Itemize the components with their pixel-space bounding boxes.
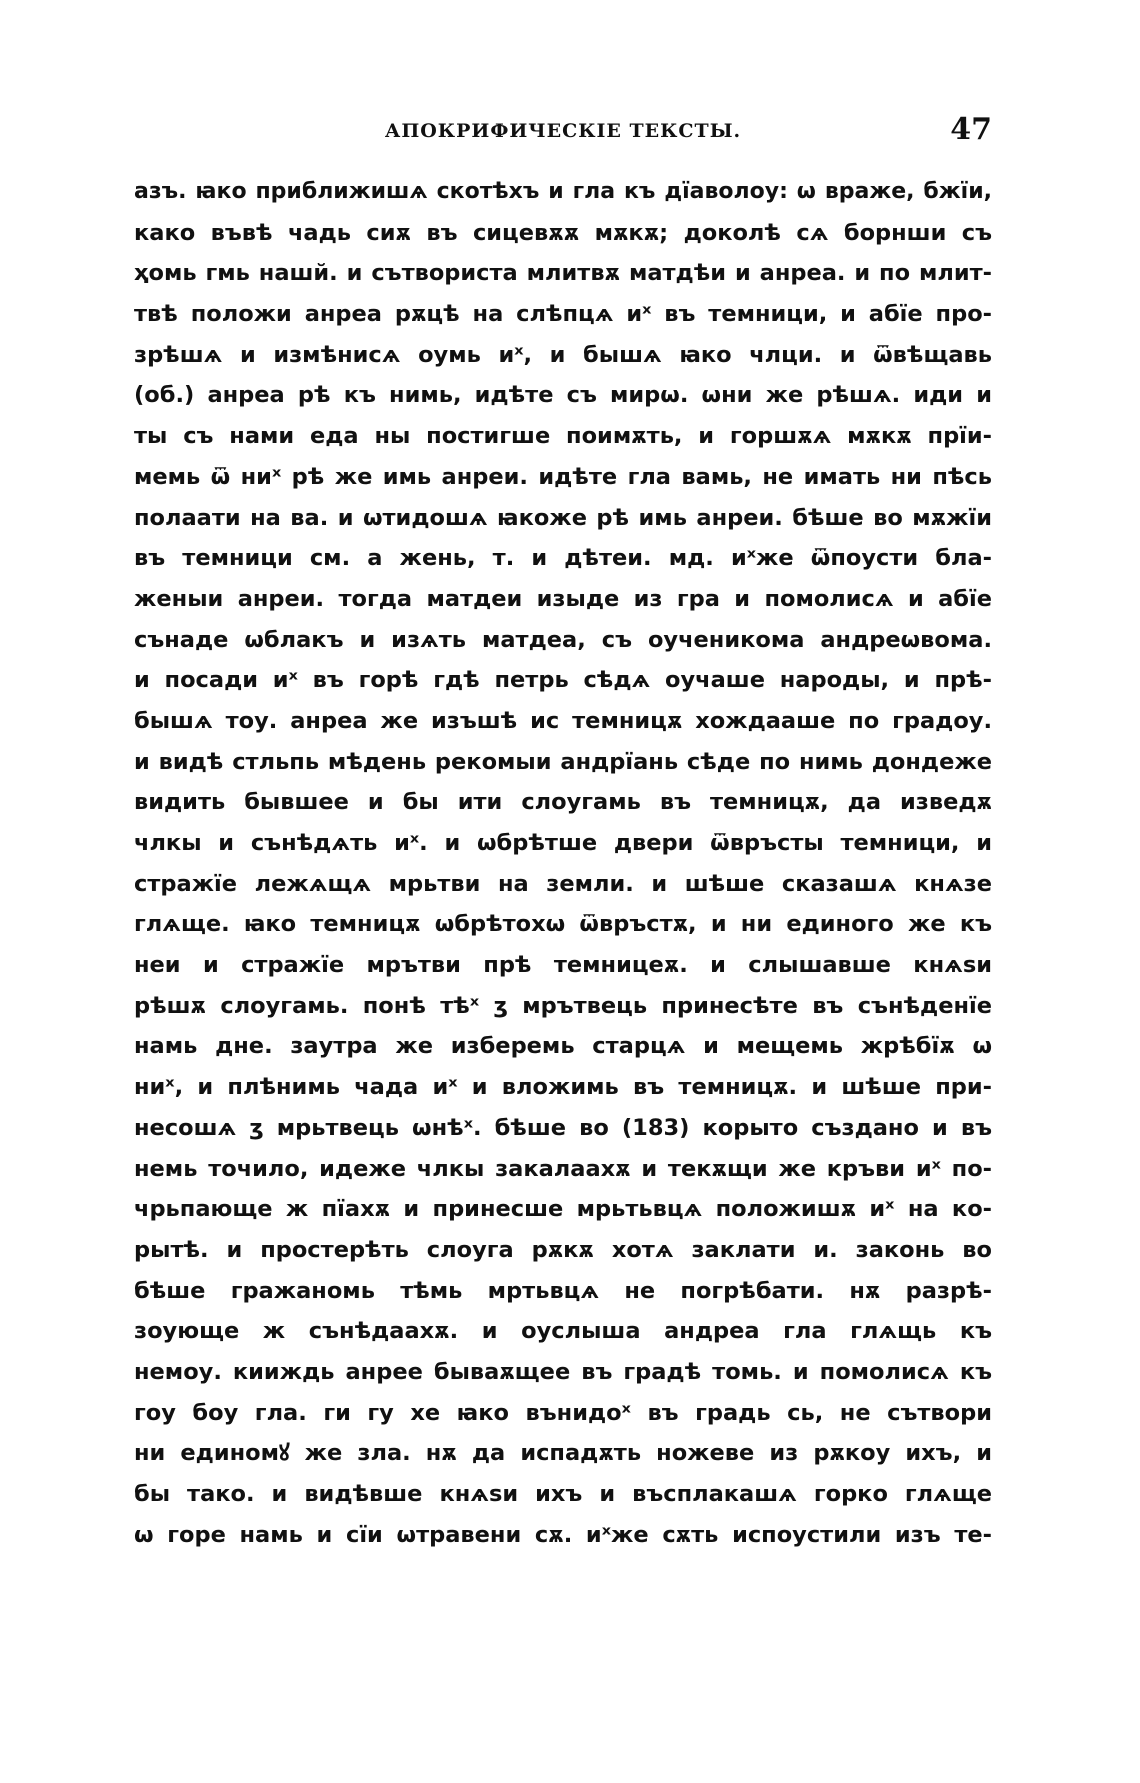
text-line-12: сънаде ѡблакъ и изѧть матдеа, съ оученикома андреѡвома. bbox=[134, 626, 992, 653]
text-line-19: глѧще. ꙗко темницѫ ѡбрѣтохѡ ѿвръстѫ, и ни единого же къ bbox=[134, 911, 992, 938]
text-line-27: рытѣ. и простерѣть слоуга рѫкѫ хотѧ заклати и. законь во bbox=[134, 1236, 992, 1263]
text-line-15: и видѣ стльпь мѣдень рекомыи андрїань сѣде по нимь дондеже bbox=[134, 748, 992, 775]
text-line-29: зоующе ж сънѣдаахѫ. и оуслыша андреа гла глѧщь къ bbox=[134, 1318, 992, 1345]
text-line-7: ты съ нами еда ны постигше поимѫть, и горшѫѧ мѫкѫ прїи- bbox=[134, 423, 992, 450]
text-line-25: немь точило, идеже члкы закалаахѫ и текѫщи же кръви иˣ по- bbox=[134, 1155, 992, 1182]
text-line-10: въ темници см. а жень, т. и дѣтеи. мд. иˣже ѿпоусти бла- bbox=[134, 545, 992, 572]
text-line-1: азъ. ꙗко приближишѧ скотѣхъ и гла къ дїаволоу: ѡ враже, бжїи, bbox=[134, 179, 992, 204]
text-line-5: зрѣшѧ и измѣнисѧ оумь иˣ, и бышѧ ꙗко члци. и ѿвѣщавь bbox=[134, 341, 992, 368]
text-line-11: женыи анреи. тогда матдеи изыде из гра и помолисѧ и абїе bbox=[134, 585, 992, 612]
text-line-30: немоу. кииждь анрее бываѫщее въ градѣ томь. и помолисѧ къ bbox=[134, 1358, 992, 1385]
text-line-32: ни единомꙋ же зла. нѫ да испадѫть ножеве из рѫкоу ихъ, и bbox=[134, 1440, 992, 1467]
text-line-34: ѡ горе намь и сїи ѡтравени сѫ. иˣже сѫть испоустили изъ те- bbox=[134, 1521, 992, 1548]
text-line-16: видить бывшее и бы ити слоугамь въ темницѫ, да изведѫ bbox=[134, 789, 992, 816]
text-line-33: бы тако. и видѣвше кнѧѕи ихъ и въсплакашѧ горко глѧще bbox=[134, 1481, 992, 1507]
page-number: 47 bbox=[950, 112, 992, 147]
text-line-23: ниˣ, и плѣнимь чада иˣ и вложимь въ темницѫ. и шѣше при- bbox=[134, 1074, 992, 1101]
text-line-26: чрьпающе ж пїахѫ и принесше мрьтьвцѧ положишѫ иˣ на ко- bbox=[134, 1196, 992, 1223]
text-line-24: несошѧ ӡ мрьтвець ѡнѣˣ. бѣше во (183) корыто създано и въ bbox=[134, 1114, 992, 1141]
text-line-8: мемь ѿ ниˣ рѣ же имь анреи. идѣте гла вамь, не имать ни пѣсь bbox=[134, 463, 992, 490]
text-line-22: намь дне. заутра же изберемь старцѧ и мещемь жрѣбїѫ ѡ bbox=[134, 1033, 992, 1060]
text-line-18: стражїе лежѧщѧ мрьтви на земли. и шѣше сказашѧ кнѧзе bbox=[134, 870, 992, 897]
body-text bbox=[134, 172, 992, 1555]
text-line-21: рѣшѫ слоугамь. понѣ тѣˣ ӡ мрътвець принесѣте въ сънѣденїе bbox=[134, 992, 992, 1019]
text-line-4: твѣ положи анреа рѫцѣ на слѣпцѧ иˣ въ темници, и абїе про- bbox=[134, 301, 992, 328]
text-line-28: бѣше гражаномь тѣмь мртьвцѧ не погрѣбати. нѫ разрѣ- bbox=[134, 1277, 992, 1304]
running-head bbox=[134, 112, 992, 152]
text-line-14: бышѧ тоу. анреа же изъшѣ ис темницѫ хождааше по градоу. bbox=[134, 707, 992, 734]
text-line-17: члкы и сънѣдѧть иˣ. и ѡбрѣтше двери ѿвръсты темници, и bbox=[134, 830, 992, 856]
text-line-2: како въвѣ чадь сиѫ въ сицевѫѫ мѫкѫ; доколѣ сѧ борнши съ bbox=[134, 219, 992, 246]
text-line-13: и посади иˣ въ горѣ гдѣ петрь сѣдѧ оучаше народы, и прѣ- bbox=[134, 667, 992, 694]
running-title: АПОКРИФИЧЕСКІЕ ТЕКСТЫ. bbox=[384, 120, 742, 142]
text-line-6: (об.) анреа рѣ къ нимь, идѣте съ мирѡ. ѡни же рѣшѧ. иди и bbox=[134, 382, 992, 409]
text-line-9: полаати на ва. и ѡтидошѧ ꙗкоже рѣ имь анреи. бѣше во мѫжїи bbox=[134, 504, 992, 531]
text-line-3: ҳомь гмь нашй. и сътвориста млитвѫ матдѣи и анреа. и по млит- bbox=[134, 260, 992, 287]
text-line-20: неи и стражїе мрътви прѣ темницеѫ. и слышавше кнѧѕи bbox=[134, 952, 992, 979]
text-line-31: гоу боу гла. ги гу хе ꙗко вънидоˣ въ градь сь, не сътвори bbox=[134, 1399, 992, 1426]
